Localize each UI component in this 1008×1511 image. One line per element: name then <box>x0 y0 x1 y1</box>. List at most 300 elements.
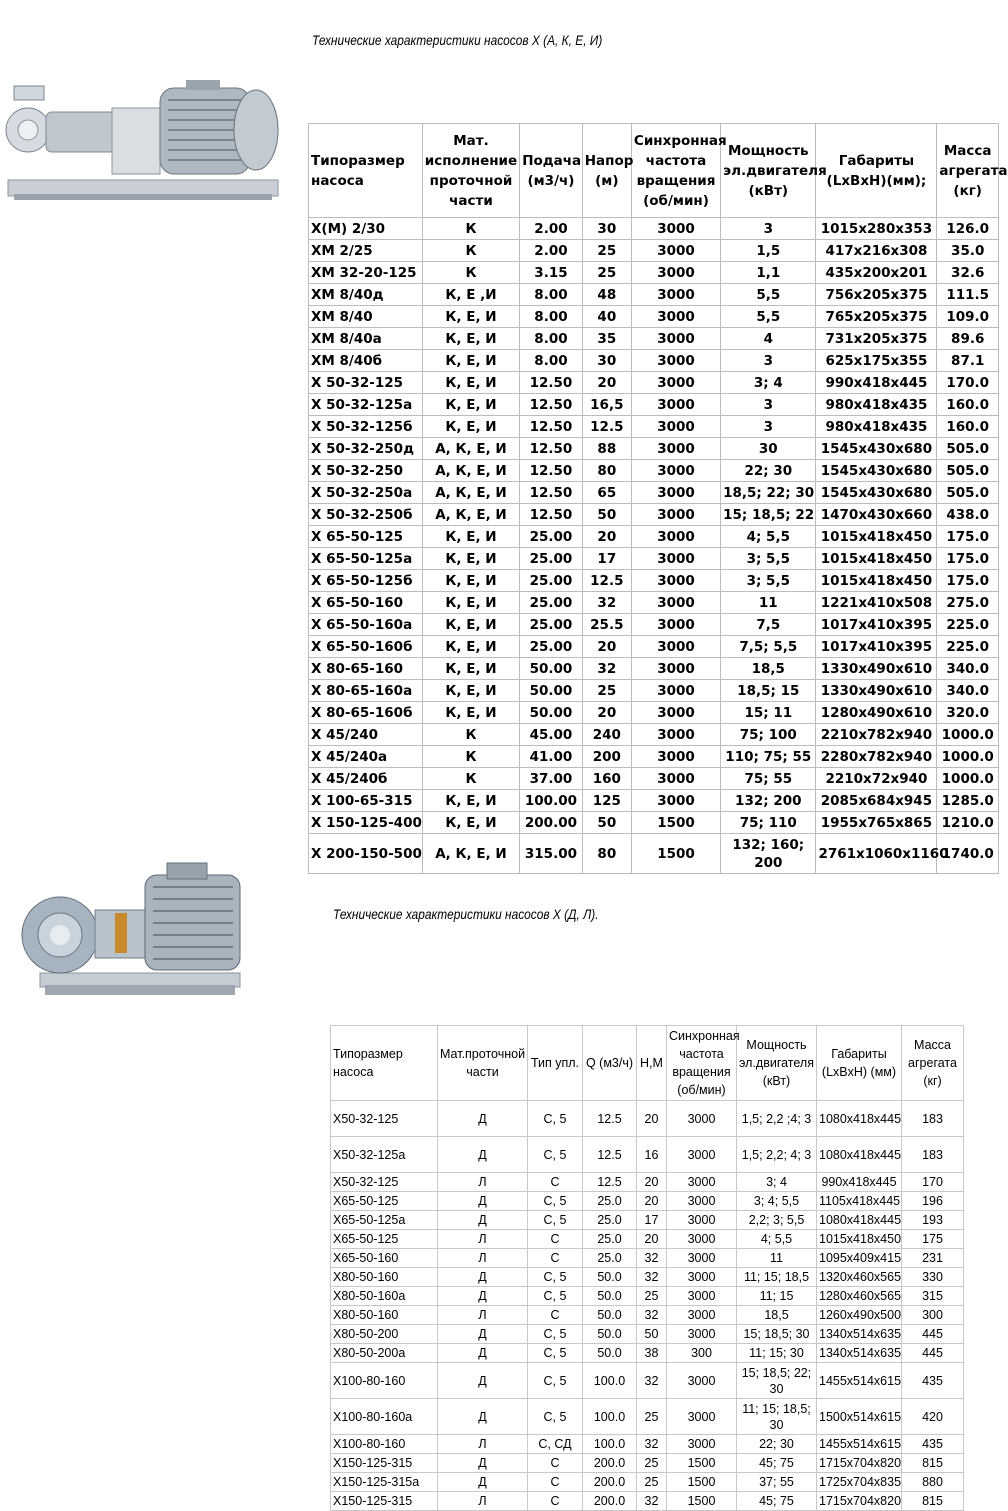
table-cell: Х50-32-125 <box>331 1173 438 1192</box>
table-cell: 183 <box>902 1137 964 1173</box>
table-cell: 1015x280x353 <box>816 218 937 240</box>
table-cell: 25 <box>637 1287 667 1306</box>
table-row <box>331 1325 964 1344</box>
table-cell: 2210x782x940 <box>816 724 937 746</box>
table-cell: 815 <box>902 1454 964 1473</box>
table-cell: 3000 <box>631 350 720 372</box>
table-row <box>331 1249 964 1268</box>
table-cell: 1280x460x565 <box>817 1287 902 1306</box>
table-cell: 330 <box>902 1268 964 1287</box>
table-cell: 3; 5,5 <box>721 548 816 570</box>
table-cell: Х 50-32-250 <box>309 460 423 482</box>
table-cell: ХМ 8/40д <box>309 284 423 306</box>
table-cell: 3000 <box>667 1268 737 1287</box>
table-cell: 25.0 <box>583 1211 637 1230</box>
table1-header: Напор (м) <box>582 124 631 218</box>
table-cell: 417x216x308 <box>816 240 937 262</box>
table-cell: 3000 <box>631 416 720 438</box>
table-cell: Х 80-65-160 <box>309 658 423 680</box>
table-row <box>309 218 999 240</box>
table1-header: Мат. исполнение проточной части <box>422 124 519 218</box>
table-cell: 1500 <box>667 1492 737 1511</box>
table-cell: 3000 <box>667 1306 737 1325</box>
table-cell: К <box>422 240 519 262</box>
table-cell: 1955x765x865 <box>816 812 937 834</box>
table-cell: Х 65-50-125б <box>309 570 423 592</box>
table-cell: Х100-80-160 <box>331 1363 438 1399</box>
table-cell: 41.00 <box>520 746 583 768</box>
table2-body <box>331 1101 964 1511</box>
table-cell: 1715x704x820 <box>817 1492 902 1511</box>
table-cell: 32.6 <box>937 262 999 284</box>
table-cell: 225.0 <box>937 636 999 658</box>
table1-header-row <box>309 124 999 218</box>
table-cell: 445 <box>902 1344 964 1363</box>
table-cell: 505.0 <box>937 438 999 460</box>
table-cell: 25.0 <box>583 1249 637 1268</box>
table-cell: 2085x684x945 <box>816 790 937 812</box>
table-cell: 225.0 <box>937 614 999 636</box>
table-cell: Х100-80-160а <box>331 1399 438 1435</box>
table-cell: 100.0 <box>583 1399 637 1435</box>
table-cell: 25.00 <box>520 614 583 636</box>
table-cell: 75; 110 <box>721 812 816 834</box>
table-cell: 3000 <box>667 1287 737 1306</box>
table-row <box>331 1473 964 1492</box>
table-cell: 8.00 <box>520 328 583 350</box>
table-cell: 111.5 <box>937 284 999 306</box>
table-cell: 1260x490x500 <box>817 1306 902 1325</box>
table-row <box>331 1306 964 1325</box>
table-cell: 20 <box>637 1230 667 1249</box>
table-row <box>309 372 999 394</box>
table-cell: 3.15 <box>520 262 583 284</box>
table-cell: Х65-50-125 <box>331 1192 438 1211</box>
table-cell: Л <box>438 1173 528 1192</box>
table-row <box>309 768 999 790</box>
table-cell: Х150-125-315а <box>331 1473 438 1492</box>
table-cell: ХМ 2/25 <box>309 240 423 262</box>
table-cell: 25.0 <box>583 1192 637 1211</box>
table-cell: 3000 <box>631 306 720 328</box>
table-row <box>309 614 999 636</box>
table-cell: 300 <box>667 1344 737 1363</box>
table-cell: С, 5 <box>528 1325 583 1344</box>
table-cell: Х 50-32-250д <box>309 438 423 460</box>
table-row <box>331 1492 964 1511</box>
table-cell: 20 <box>582 636 631 658</box>
table-cell: С <box>528 1173 583 1192</box>
table-cell: 1500 <box>631 812 720 834</box>
table-cell: 7,5; 5,5 <box>721 636 816 658</box>
table-cell: 126.0 <box>937 218 999 240</box>
table-cell: 3; 4 <box>737 1173 817 1192</box>
table-cell: 12.5 <box>582 570 631 592</box>
table-cell: К, Е, И <box>422 658 519 680</box>
table-cell: 37; 55 <box>737 1473 817 1492</box>
table-cell: 3 <box>721 416 816 438</box>
table-cell: 40 <box>582 306 631 328</box>
table-cell: 1210.0 <box>937 812 999 834</box>
table-cell: 3000 <box>667 1173 737 1192</box>
table-cell: 1340x514x635 <box>817 1325 902 1344</box>
table-cell: К, Е, И <box>422 680 519 702</box>
table-cell: 3000 <box>631 328 720 350</box>
table-cell: 50.0 <box>583 1344 637 1363</box>
table-cell: С <box>528 1473 583 1492</box>
table-row <box>309 438 999 460</box>
table-cell: 8.00 <box>520 284 583 306</box>
table-cell: Х 50-32-250б <box>309 504 423 526</box>
table-cell: А, К, Е, И <box>422 482 519 504</box>
table-cell: 100.00 <box>520 790 583 812</box>
table-cell: Х 65-50-160а <box>309 614 423 636</box>
table-row <box>309 482 999 504</box>
table-cell: К, Е, И <box>422 790 519 812</box>
table-cell: 12.50 <box>520 460 583 482</box>
table-cell: ХМ 8/40 <box>309 306 423 328</box>
table-cell: 3000 <box>631 482 720 504</box>
table-cell: 1,5; 2,2 ;4; 3 <box>737 1101 817 1137</box>
table-cell: 8.00 <box>520 350 583 372</box>
table-cell: 170 <box>902 1173 964 1192</box>
table-cell: 15; 18,5; 30 <box>737 1325 817 1344</box>
table-cell: 25.00 <box>520 570 583 592</box>
table-cell: 50.0 <box>583 1306 637 1325</box>
table-cell: 32 <box>637 1435 667 1454</box>
table-cell: 3000 <box>667 1101 737 1137</box>
table-cell: 12.50 <box>520 372 583 394</box>
table-cell: 3000 <box>631 526 720 548</box>
table-cell: 3000 <box>631 570 720 592</box>
table-cell: Х100-80-160 <box>331 1435 438 1454</box>
table-cell: 32 <box>582 658 631 680</box>
table-cell: 125 <box>582 790 631 812</box>
table-cell: 1015x418x450 <box>816 548 937 570</box>
table-row <box>309 460 999 482</box>
table-cell: 1105x418x445 <box>817 1192 902 1211</box>
table-row <box>331 1363 964 1399</box>
table-cell: 200.00 <box>520 812 583 834</box>
table-cell: 50 <box>582 812 631 834</box>
table-cell: 200 <box>582 746 631 768</box>
table2-header: Мощность эл.двигателя (кВт) <box>737 1026 817 1101</box>
table-cell: 175.0 <box>937 570 999 592</box>
table-cell: С, 5 <box>528 1268 583 1287</box>
table-row <box>309 636 999 658</box>
table-cell: Д <box>438 1399 528 1435</box>
table-cell: 3000 <box>631 548 720 570</box>
table-cell: 1500 <box>667 1454 737 1473</box>
table-cell: 75; 55 <box>721 768 816 790</box>
table-cell: 3000 <box>667 1363 737 1399</box>
table-cell: 25 <box>637 1454 667 1473</box>
table-cell: Х150-125-315 <box>331 1454 438 1473</box>
table-cell: Х 100-65-315 <box>309 790 423 812</box>
table-cell: 1,1 <box>721 262 816 284</box>
table-cell: 3000 <box>631 768 720 790</box>
table1-header: Синхронная частота вращения (об/мин) <box>631 124 720 218</box>
table-cell: 505.0 <box>937 482 999 504</box>
table-cell: 1455x514x615 <box>817 1363 902 1399</box>
table-cell: 196 <box>902 1192 964 1211</box>
table-cell: 3000 <box>667 1399 737 1435</box>
table-cell: 48 <box>582 284 631 306</box>
table-cell: К, Е, И <box>422 614 519 636</box>
table-cell: Д <box>438 1287 528 1306</box>
table-cell: С, 5 <box>528 1192 583 1211</box>
table-cell: Л <box>438 1230 528 1249</box>
table-cell: К, Е ,И <box>422 284 519 306</box>
table-cell: Д <box>438 1101 528 1137</box>
table-cell: 25.0 <box>583 1230 637 1249</box>
table-row <box>309 526 999 548</box>
table-cell: 132; 160; 200 <box>721 834 816 874</box>
table-cell: 3000 <box>631 746 720 768</box>
table-row <box>309 702 999 724</box>
table-cell: 1340x514x635 <box>817 1344 902 1363</box>
table-cell: 12.5 <box>583 1101 637 1137</box>
table-row <box>331 1435 964 1454</box>
table-cell: 45; 75 <box>737 1492 817 1511</box>
table-cell: 990x418x445 <box>816 372 937 394</box>
table-cell: 32 <box>637 1492 667 1511</box>
table-row <box>331 1211 964 1230</box>
table-cell: 1455x514x615 <box>817 1435 902 1454</box>
table-cell: Х 50-32-125б <box>309 416 423 438</box>
table-cell: 3000 <box>631 636 720 658</box>
table-cell: К, Е, И <box>422 394 519 416</box>
table-cell: Х80-50-160а <box>331 1287 438 1306</box>
table-cell: 1500 <box>631 834 720 874</box>
table-cell: 11; 15; 18,5; 30 <box>737 1399 817 1435</box>
table-cell: 3000 <box>631 460 720 482</box>
table-cell: 731x205x375 <box>816 328 937 350</box>
table-cell: 38 <box>637 1344 667 1363</box>
table-cell: 435 <box>902 1363 964 1399</box>
table-cell: Х 150-125-400 <box>309 812 423 834</box>
table-cell: 50.0 <box>583 1325 637 1344</box>
table-cell: С, 5 <box>528 1399 583 1435</box>
table-cell: 35 <box>582 328 631 350</box>
table-cell: 320.0 <box>937 702 999 724</box>
table-cell: 815 <box>902 1492 964 1511</box>
table-cell: 22; 30 <box>721 460 816 482</box>
table-cell: Х 80-65-160б <box>309 702 423 724</box>
table-row <box>331 1344 964 1363</box>
table-cell: К, Е, И <box>422 812 519 834</box>
table-cell: С, СД <box>528 1435 583 1454</box>
table-cell: 100.0 <box>583 1435 637 1454</box>
table-cell: 65 <box>582 482 631 504</box>
table-cell: 4; 5,5 <box>721 526 816 548</box>
table-cell: 50.00 <box>520 702 583 724</box>
table-cell: 11; 15; 18,5 <box>737 1268 817 1287</box>
table-cell: Х 50-32-250а <box>309 482 423 504</box>
table-cell: 2.00 <box>520 218 583 240</box>
pump-image-2 <box>15 855 260 1010</box>
table-row <box>309 790 999 812</box>
table-cell: 16 <box>637 1137 667 1173</box>
table-cell: Д <box>438 1454 528 1473</box>
table-row <box>309 592 999 614</box>
table-cell: 980x418x435 <box>816 394 937 416</box>
table-cell: 20 <box>582 526 631 548</box>
table-cell: 3000 <box>631 680 720 702</box>
table-cell: 1545x430x680 <box>816 460 937 482</box>
table-cell: С, 5 <box>528 1211 583 1230</box>
table-cell: Х 80-65-160а <box>309 680 423 702</box>
table-cell: К, Е, И <box>422 416 519 438</box>
table-cell: 3000 <box>667 1435 737 1454</box>
table-cell: 89.6 <box>937 328 999 350</box>
table-row <box>331 1454 964 1473</box>
table-cell: 35.0 <box>937 240 999 262</box>
table-cell: 3000 <box>631 218 720 240</box>
table-row <box>309 328 999 350</box>
table-cell: 435x200x201 <box>816 262 937 284</box>
table-row <box>309 504 999 526</box>
table-cell: 1500x514x615 <box>817 1399 902 1435</box>
table-cell: Х 65-50-125а <box>309 548 423 570</box>
table-row <box>331 1173 964 1192</box>
table-cell: 240 <box>582 724 631 746</box>
table-cell: 340.0 <box>937 680 999 702</box>
table-cell: Д <box>438 1192 528 1211</box>
table-row <box>331 1268 964 1287</box>
table-cell: 80 <box>582 834 631 874</box>
table-cell: 990x418x445 <box>817 1173 902 1192</box>
table-cell: Л <box>438 1435 528 1454</box>
table-row <box>309 834 999 874</box>
table-cell: Л <box>438 1249 528 1268</box>
table-cell: 1,5; 2,2; 4; 3 <box>737 1137 817 1173</box>
table-cell: 22; 30 <box>737 1435 817 1454</box>
table-cell: 25 <box>582 240 631 262</box>
table-cell: Х 65-50-160 <box>309 592 423 614</box>
table-cell: 1095x409x415 <box>817 1249 902 1268</box>
table-cell: 18,5; 15 <box>721 680 816 702</box>
table-cell: 50 <box>582 504 631 526</box>
table-row <box>309 306 999 328</box>
table-cell: 12.5 <box>583 1173 637 1192</box>
table-cell: Д <box>438 1473 528 1492</box>
table-cell: 32 <box>582 592 631 614</box>
table-cell: 2210x72x940 <box>816 768 937 790</box>
table-row <box>309 680 999 702</box>
table-cell: Д <box>438 1211 528 1230</box>
table-cell: 3000 <box>667 1137 737 1173</box>
table-cell: 2761x1060x1160 <box>816 834 937 874</box>
table-cell: 1,5 <box>721 240 816 262</box>
table-cell: Д <box>438 1325 528 1344</box>
table-cell: 80 <box>582 460 631 482</box>
table2-header: H,M <box>637 1026 667 1101</box>
table-cell: Х50-32-125 <box>331 1101 438 1137</box>
table-cell: 175.0 <box>937 548 999 570</box>
table-cell: 18,5 <box>721 658 816 680</box>
table-cell: 160.0 <box>937 394 999 416</box>
table-cell: 3 <box>721 350 816 372</box>
table-cell: 1000.0 <box>937 768 999 790</box>
table-cell: Х 200-150-500 <box>309 834 423 874</box>
table-cell: 45.00 <box>520 724 583 746</box>
table-cell: 32 <box>637 1249 667 1268</box>
table-cell: К, Е, И <box>422 592 519 614</box>
table-cell: 109.0 <box>937 306 999 328</box>
table-cell: Х80-50-160 <box>331 1268 438 1287</box>
table-cell: 37.00 <box>520 768 583 790</box>
table2-header-row <box>331 1026 964 1101</box>
table-cell: 50 <box>637 1325 667 1344</box>
table-cell: Х 50-32-125а <box>309 394 423 416</box>
table-cell: 1285.0 <box>937 790 999 812</box>
table-row <box>309 416 999 438</box>
table-cell: Х50-32-125а <box>331 1137 438 1173</box>
table-cell: Х(М) 2/30 <box>309 218 423 240</box>
table-cell: 3; 5,5 <box>721 570 816 592</box>
table-cell: 8.00 <box>520 306 583 328</box>
table-cell: 18,5; 22; 30 <box>721 482 816 504</box>
table-cell: 75; 100 <box>721 724 816 746</box>
table-row <box>331 1137 964 1173</box>
table-cell: 1080x418x445 <box>817 1101 902 1137</box>
table-cell: 110; 75; 55 <box>721 746 816 768</box>
table-cell: 32 <box>637 1306 667 1325</box>
table-row <box>309 812 999 834</box>
table-cell: Х65-50-160 <box>331 1249 438 1268</box>
table-cell: К, Е, И <box>422 526 519 548</box>
table-cell: 3000 <box>631 284 720 306</box>
table-cell: 50.0 <box>583 1268 637 1287</box>
table2-header: Масса агрегата (кг) <box>902 1026 964 1101</box>
table-cell: 1280x490x610 <box>816 702 937 724</box>
table-row <box>309 350 999 372</box>
table-cell: 765x205x375 <box>816 306 937 328</box>
table-cell: 3000 <box>631 724 720 746</box>
pump-specs-table-2 <box>330 1025 964 1511</box>
table-cell: 3000 <box>667 1211 737 1230</box>
table-cell: 3 <box>721 218 816 240</box>
table-cell: Х 65-50-160б <box>309 636 423 658</box>
table-cell: 12.50 <box>520 504 583 526</box>
table-cell: 1017x410x395 <box>816 636 937 658</box>
table-cell: Л <box>438 1306 528 1325</box>
table-cell: 88 <box>582 438 631 460</box>
table1-header: Типоразмер насоса <box>309 124 423 218</box>
table-row <box>309 658 999 680</box>
table-cell: 3000 <box>667 1249 737 1268</box>
table-cell: 25 <box>637 1399 667 1435</box>
table-cell: А, К, Е, И <box>422 834 519 874</box>
table-cell: С <box>528 1306 583 1325</box>
table-cell: 170.0 <box>937 372 999 394</box>
table-cell: 1000.0 <box>937 746 999 768</box>
table-cell: 25.00 <box>520 636 583 658</box>
table-cell: Д <box>438 1137 528 1173</box>
table-cell: 20 <box>582 702 631 724</box>
table-cell: 12.5 <box>583 1137 637 1173</box>
table-row <box>309 284 999 306</box>
table-row <box>309 724 999 746</box>
table-cell: 15; 11 <box>721 702 816 724</box>
table-cell: 1715x704x820 <box>817 1454 902 1473</box>
table1-header: Подача (м3/ч) <box>520 124 583 218</box>
table-cell: К <box>422 724 519 746</box>
table-cell: К, Е, И <box>422 570 519 592</box>
table-cell: 11 <box>737 1249 817 1268</box>
table-cell: 30 <box>582 350 631 372</box>
